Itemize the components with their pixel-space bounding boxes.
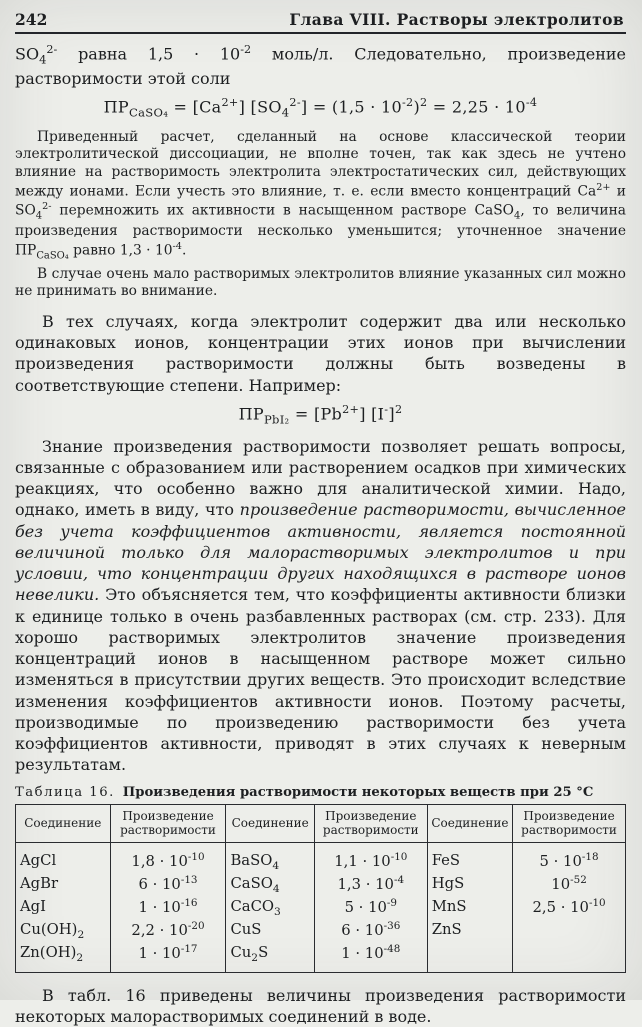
table-cell-value: $6 \cdot 10^{-13}$	[110, 873, 226, 896]
paragraph-knowledge-italic: произведение растворимости, вычисленное без учета коэффициентов активности, является постоянной величиной только для малорастворимых электролитов и при условии, что концентрации других находящихся в растворе ионов невелики.	[15, 500, 626, 605]
paragraph-knowledge-normal-1: Знание произведения растворимости позволяет решать вопросы, связанные с образованием или растворением осадков при химических реакциях, что особенно важно для аналитической химии. Надо, однако, иметь в виду, что	[15, 436, 626, 520]
table-cell-compound: $Cu(OH)_2$	[16, 919, 111, 942]
table-cell-value: $10^{-52}$	[513, 873, 626, 896]
table-header-compound-3: Соединение	[427, 804, 512, 842]
table-header-compound-1: Соединение	[16, 804, 111, 842]
fine-print-block	[15, 129, 626, 301]
formula-caso4: $ПР_{CaSO_4} = [Ca^{2+}] [SO_4^{2-}] = (1,5 \cdot 10^{-2})^2 = 2,25 \cdot 10^{-4}$	[103, 96, 538, 120]
table-cell-compound: MnS	[427, 896, 512, 919]
table-header-row	[16, 804, 626, 842]
table-cell-compound: CaSO$_4$	[226, 873, 314, 896]
table-cell-value: $5 \cdot 10^{-9}$	[314, 896, 427, 919]
paragraph-degrees: В тех случаях, когда электролит содержит два или несколько одинаковых ионов, концентрации этих ионов при вычислении произведения растворимости должны быть возведены в соответствующие степени. Например:	[15, 311, 626, 395]
header-rule	[15, 32, 626, 34]
fine-print-paragraph-1: Приведенный расчет, сделанный на основе классической теории электролитической диссоциации, не вполне точен, так как здесь не учтено влияние на растворимость электролита электростатических сил, действующих между ионами. Если учесть это влияние, т. е. если вместо концентраций $Ca^{2+}$ и $SO_4^{2-}$ перемножить их активности в насыщенном растворе CaSO$_4$, то величина произведения растворимости несколько уменьшится; уточненное значение $ПР_{CaSO_4}$ равно $1,3 \cdot 10^{-4}$.	[15, 128, 627, 261]
table-cell-value: $2,2 \cdot 10^{-20}$	[110, 919, 226, 942]
table-header-product-3: Произведение растворимости	[513, 804, 626, 842]
table-cell-value: $1,3 \cdot 10^{-4}$	[314, 873, 427, 896]
table-cell-compound: AgI	[16, 896, 111, 919]
table-cell-value: $1 \cdot 10^{-17}$	[110, 942, 226, 973]
table-header-compound-2: Соединение	[226, 804, 314, 842]
paragraph-knowledge-normal-2: Это объясняется тем, что коэффициенты активности близки к единице только в очень разбавленных растворах (см. стр. 233). Для хорошо растворимых электролитов значение произведения концентраций ионов в насыщенном растворе может сильно изменяться в присутствии других веществ. Это происходит вследствие изменения коэффициентов активности ионов. Поэтому расчеты, производимые по произведению растворимости без учета коэффициентов активности, приводят в этих случаях к неверным результатам.	[15, 585, 626, 775]
table-caption-label: Таблица 16.	[15, 784, 115, 800]
paragraph-knowledge	[15, 436, 626, 776]
table-cell-compound: AgCl	[16, 842, 111, 873]
table-header-product-2: Произведение растворимости	[314, 804, 427, 842]
table-cell-compound: CaCO$_3$	[226, 896, 314, 919]
table-cell-compound: ZnS	[427, 919, 512, 942]
table-row	[16, 873, 626, 896]
table-cell-value: $2,5 \cdot 10^{-10}$	[513, 896, 626, 919]
formula-pbi2: $ПР_{PbI_2} = [Pb^{2+}]$ $[I^-]^2$	[238, 402, 403, 427]
table-row	[16, 942, 626, 973]
table-caption	[15, 785, 626, 800]
table-cell-value: $6 \cdot 10^{-36}$	[314, 919, 427, 942]
table-header-product-1: Произведение растворимости	[110, 804, 226, 842]
table-cell-compound: $Zn(OH)_2$	[16, 942, 111, 973]
table-row	[16, 896, 626, 919]
table-cell-compound	[427, 942, 512, 973]
solubility-table	[15, 804, 626, 973]
running-header	[15, 8, 626, 32]
table-cell-compound: AgBr	[16, 873, 111, 896]
table-cell-value	[513, 942, 626, 973]
table-cell-value: $5 \cdot 10^{-18}$	[513, 842, 626, 873]
chapter-title: Глава VIII. Растворы электролитов	[289, 10, 624, 29]
table-cell-value	[513, 919, 626, 942]
table-cell-value: $1,8 \cdot 10^{-10}$	[110, 842, 226, 873]
table-cell-value: $1,1 \cdot 10^{-10}$	[314, 842, 427, 873]
table-caption-text: Произведения растворимости некоторых веществ при 25 °С	[122, 784, 594, 800]
table-cell-compound: CuS	[226, 919, 314, 942]
table-cell-value: $1 \cdot 10^{-48}$	[314, 942, 427, 973]
table-cell-compound: FeS	[427, 842, 512, 873]
fine-print-paragraph-2: В случае очень мало растворимых электролитов влияние указанных сил можно не принимать во внимание.	[15, 265, 626, 300]
table-cell-compound: BaSO$_4$	[226, 842, 314, 873]
table-row	[16, 919, 626, 942]
page-number: 242	[15, 10, 48, 29]
table-cell-value: $1 \cdot 10^{-16}$	[110, 896, 226, 919]
table-cell-compound: $Cu_2S$	[226, 942, 314, 973]
paragraph-closing: В табл. 16 приведены величины произведения растворимости некоторых малорастворимых соединений в воде.	[15, 985, 626, 1027]
table-cell-compound: HgS	[427, 873, 512, 896]
table-row	[16, 842, 626, 873]
paragraph-continuation: $SO_4^{2-}$ равна $1,5 \cdot 10^{-2}$ моль/л. Следовательно, произведение растворимости этой соли	[15, 43, 626, 88]
